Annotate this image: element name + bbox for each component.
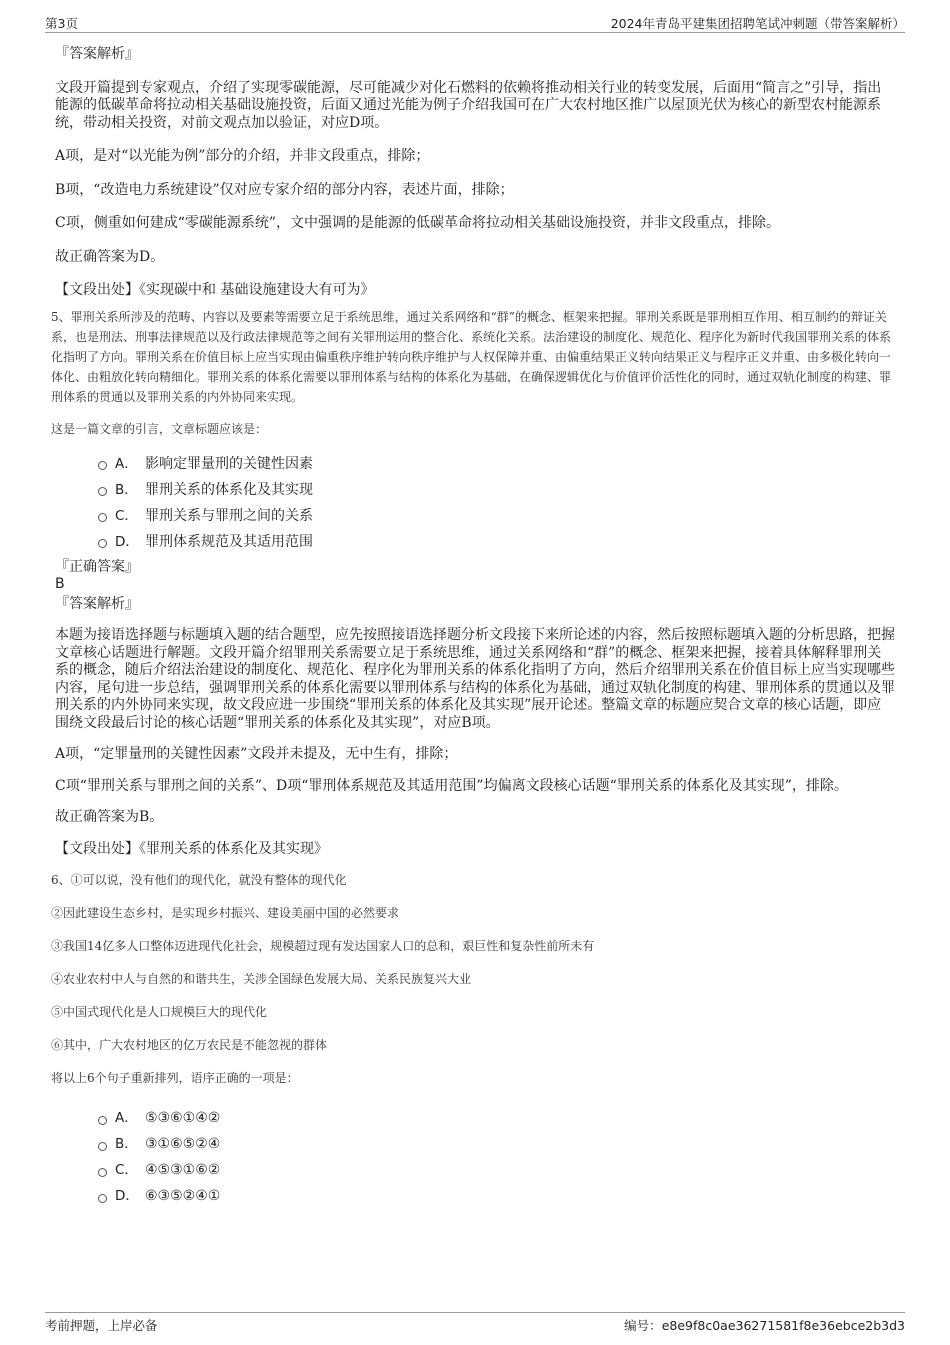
radio-icon[interactable] bbox=[98, 513, 107, 522]
q6-option-b[interactable]: B． ③①⑥⑤②④ bbox=[98, 1131, 895, 1157]
q6-option-c[interactable]: C． ④⑤③①⑥② bbox=[98, 1157, 895, 1183]
q5-answer: B bbox=[55, 576, 65, 592]
q5-analysis-text: 本题为接语选择题与标题填入题的结合题型，应先按照接语选择题分析文段接下来所论述的内容，然后按照标题填入题的分析思路，把握文章核心话题进行解题。文段开篇介绍罪刑关系需要立足于系统思维，通过关系网络和“群”的概念、框架来把握，接着具体解释罪刑关系的概念，随后介绍法治建设的制度化、规范化、程序化为罪刑关系的体系化指明了方向，然后介绍罪刑关系在价值目标上应当实现哪些内容，尾句进一步总结，强调罪刑关系的体系化需要以罪刑体系与结构的体系化为基础，通过双轨化制度的构建、罪刑体系的贯通以及罪刑关系的内外协同来实现，故文段应进一步围绕“罪刑关系的体系化及其实现”展开论述。整篇文章的标题应契合文章的核心话题，即应围绕文段最后讨论的核心话题“罪刑关系的体系化及其实现”，对应B项。 bbox=[55, 627, 895, 731]
radio-icon[interactable] bbox=[98, 1142, 107, 1151]
q6-sentence-1: 6、①可以说，没有他们的现代化，就没有整体的现代化 bbox=[51, 873, 347, 887]
document-title: 2024年青岛平建集团招聘笔试冲刺题（带答案解析） bbox=[610, 16, 905, 31]
q5-option-b[interactable]: B． 罪刑关系的体系化及其实现 bbox=[98, 477, 895, 503]
q5-option-a-exclusion: A项，“定罪量刑的关键性因素”文段并未提及，无中生有，排除； bbox=[55, 746, 458, 762]
q5-analysis-label: 『答案解析』 bbox=[55, 595, 139, 612]
footer-code bbox=[624, 1316, 905, 1334]
q4-conclusion: 故正确答案为D。 bbox=[55, 248, 165, 265]
q6-option-a[interactable]: A． ⑤③⑥①④② bbox=[98, 1105, 895, 1131]
q5-stem: 5、罪刑关系所涉及的范畴、内容以及要素等需要立足于系统思维，通过关系网络和“群”的概念、框架来把握。罪刑关系既是罪刑相互作用、相互制约的辩证关系，也是刑法、刑事法律规范以及行政法律规范等之间有关罪刑运用的整合化、系统化关系。法治建设的制度化、规范化、程序化为新时代我国罪刑关系的体系化指明了方向。罪刑关系在价值目标上应当实现由偏重秩序维护转向秩序维护与人权保障并重、由偏重结果正义转向结果正义与程序正义并重、由多极化转向一体化、由粗放化转向精细化。罪刑关系的体系化需要以罪刑体系与结构的体系化为基础，在确保逻辑优化与价值评价活性化的同时，通过双轨化制度的构建、罪刑体系的贯通以及罪刑关系的内外协同来实现。 bbox=[51, 309, 892, 404]
q5-option-cd-exclusion: C项“罪刑关系与罪刑之间的关系”、D项“罪刑体系规范及其适用范围”均偏离文段核心话题“罪刑关系的体系化及其实现”，排除。 bbox=[55, 777, 848, 794]
radio-icon[interactable] bbox=[98, 461, 107, 470]
q6-sentence-5: ⑤中国式现代化是人口规模巨大的现代化 bbox=[51, 1005, 268, 1019]
q5-options bbox=[55, 451, 895, 555]
footer-slogan: 考前押题，上岸必备 bbox=[45, 1318, 158, 1333]
q6-sentence-6: ⑥其中，广大农村地区的亿万农民是不能忽视的群体 bbox=[51, 1038, 328, 1052]
q4-option-b-exclusion: B项，“改造电力系统建设”仅对应专家介绍的部分内容，表述片面，排除； bbox=[55, 181, 514, 198]
q4-analysis-label: 『答案解析』 bbox=[55, 46, 139, 62]
radio-icon[interactable] bbox=[98, 1168, 107, 1177]
q6-sentence-3: ③我国14亿多人口整体迈进现代化社会，规模超过现有发达国家人口的总和，艰巨性和复杂性前所未有 bbox=[51, 939, 595, 953]
radio-icon[interactable] bbox=[98, 487, 107, 496]
radio-icon[interactable] bbox=[98, 1116, 107, 1125]
q6-sentence-4: ④农业农村中人与自然的和谐共生，关涉全国绿色发展大局、关系民族复兴大业 bbox=[51, 972, 472, 986]
q5-option-d[interactable]: D． 罪刑体系规范及其适用范围 bbox=[98, 529, 895, 555]
q5-source: 【文段出处】《罪刑关系的体系化及其实现》 bbox=[55, 840, 328, 857]
q5-conclusion: 故正确答案为B。 bbox=[55, 809, 164, 825]
q6-sentence-2: ②因此建设生态乡村，是实现乡村振兴、建设美丽中国的必然要求 bbox=[51, 906, 400, 920]
footer-code-label: 编号： bbox=[624, 1318, 662, 1333]
q5-option-c[interactable]: C． 罪刑关系与罪刑之间的关系 bbox=[98, 503, 895, 529]
page-header bbox=[45, 12, 905, 33]
q5-question: 这是一篇文章的引言，文章标题应该是： bbox=[51, 421, 268, 436]
q4-analysis-text: 文段开篇提到专家观点，介绍了实现零碳能源，尽可能减少对化石燃料的依赖将推动相关行业的转变发展，后面用“简言之”引导，指出能源的低碳革命将拉动相关基础设施投资，后面又通过光能为例子介绍我国可在广大农村地区推广以屋顶光伏为核心的新型农村能源系统，带动相关投资，对前文观点加以验证，对应D项。 bbox=[55, 79, 882, 131]
q4-option-c-exclusion: C项，侧重如何建成“零碳能源系统”，文中强调的是能源的低碳革命将拉动相关基础设施投资，并非文段重点，排除。 bbox=[55, 215, 781, 231]
q6-option-d[interactable]: D． ⑥③⑤②④① bbox=[98, 1183, 895, 1209]
radio-icon[interactable] bbox=[98, 1194, 107, 1203]
q4-option-a-exclusion: A项，是对“以光能为例”部分的介绍，并非文段重点，排除； bbox=[55, 148, 430, 164]
q5-option-a[interactable]: A． 影响定罪量刑的关键性因素 bbox=[98, 451, 895, 477]
page-content bbox=[51, 40, 895, 1209]
page-footer bbox=[45, 1312, 905, 1333]
q6-question: 将以上6个句子重新排列，语序正确的一项是： bbox=[51, 1071, 299, 1085]
page-number: 第3页 bbox=[45, 16, 78, 31]
q5-answer-label: 『正确答案』 bbox=[55, 558, 139, 575]
q6-options bbox=[55, 1105, 895, 1209]
footer-code-value: e8e9f8c0ae36271581f8e36ebce2b3d3 bbox=[661, 1318, 905, 1333]
radio-icon[interactable] bbox=[98, 539, 107, 548]
q4-source: 【文段出处】《实现碳中和 基础设施建设大有可为》 bbox=[55, 282, 375, 298]
